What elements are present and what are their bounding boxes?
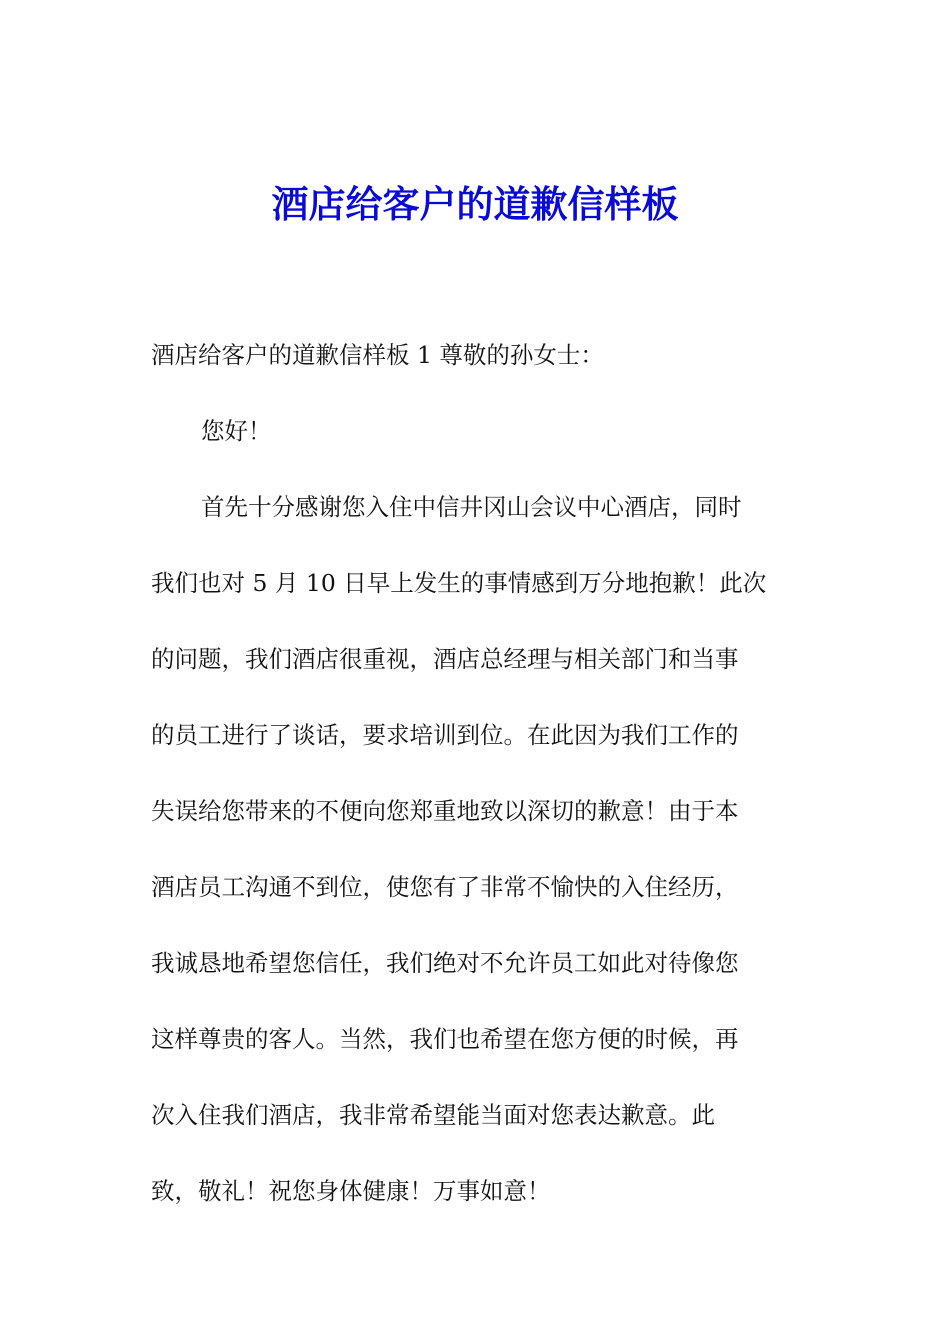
document-title: 酒店给客户的道歉信样板 [271,182,679,226]
letter-line-closing: 致，敬礼！祝您身体健康！万事如意！ [151,1177,551,1205]
letter-line: 我们也对 5 月 10 日早上发生的事情感到万分地抱歉！此次 [151,569,767,597]
letter-line: 失误给您带来的不便向您郑重地致以深切的歉意！由于本 [151,797,739,825]
letter-line: 这样尊贵的客人。当然，我们也希望在您方便的时候，再 [151,1025,739,1053]
letter-line-salutation: 酒店给客户的道歉信样板 1 尊敬的孙女士： [151,341,604,369]
letter-line: 的员工进行了谈话，要求培训到位。在此因为我们工作的 [151,721,739,749]
letter-line: 的问题，我们酒店很重视，酒店总经理与相关部门和当事 [151,645,739,673]
letter-body [151,330,811,1242]
letter-line-greeting: 您好！ [201,417,272,445]
letter-line: 我诚恳地希望您信任，我们绝对不允许员工如此对待像您 [151,949,739,977]
letter-line: 首先十分感谢您入住中信井冈山会议中心酒店，同时 [201,493,742,521]
letter-line: 酒店员工沟通不到位，使您有了非常不愉快的入住经历， [151,873,739,901]
letter-line: 次入住我们酒店，我非常希望能当面对您表达歉意。此 [151,1101,715,1129]
